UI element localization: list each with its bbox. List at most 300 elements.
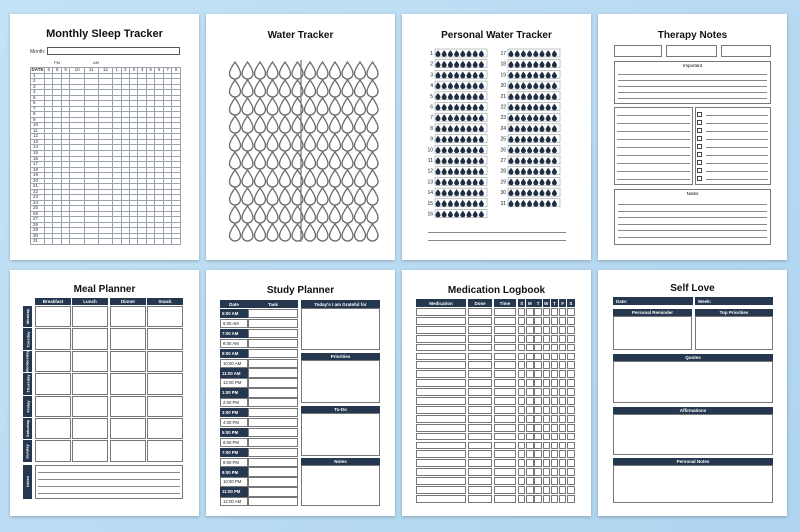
day-check-cell[interactable] xyxy=(518,397,525,405)
water-drop-icon[interactable] xyxy=(255,116,266,133)
water-drop-icon[interactable] xyxy=(330,80,341,97)
day-check-cell[interactable] xyxy=(526,308,533,316)
water-drop-icon[interactable] xyxy=(515,82,520,89)
water-drop-icon[interactable] xyxy=(436,189,441,196)
priorities-box[interactable] xyxy=(301,360,380,403)
writing-line[interactable] xyxy=(38,486,180,487)
day-check-cell[interactable] xyxy=(559,415,566,423)
log-cell[interactable] xyxy=(494,424,516,432)
water-drop-icon[interactable] xyxy=(521,82,526,89)
day-check-cell[interactable] xyxy=(534,388,541,396)
water-drop-icon[interactable] xyxy=(546,82,551,89)
log-cell[interactable] xyxy=(468,424,492,432)
log-cell[interactable] xyxy=(494,388,516,396)
log-cell[interactable] xyxy=(416,486,466,494)
sleep-cell[interactable] xyxy=(121,239,129,245)
water-drop-icon[interactable] xyxy=(540,147,545,154)
day-check-cell[interactable] xyxy=(567,397,574,405)
water-drop-icon[interactable] xyxy=(255,62,266,79)
day-check-cell[interactable] xyxy=(518,495,525,503)
water-drop-icon[interactable] xyxy=(242,152,253,169)
water-drop-icon[interactable] xyxy=(540,72,545,79)
checkbox[interactable] xyxy=(697,160,702,165)
writing-line[interactable] xyxy=(706,155,768,156)
water-drop-icon[interactable] xyxy=(255,134,266,151)
water-drop-icon[interactable] xyxy=(527,200,532,207)
day-check-cell[interactable] xyxy=(543,477,550,485)
water-drop-icon[interactable] xyxy=(533,61,538,68)
water-drop-icon[interactable] xyxy=(509,136,514,143)
water-drop-icon[interactable] xyxy=(460,72,465,79)
water-drop-icon[interactable] xyxy=(242,98,253,115)
water-drop-icon[interactable] xyxy=(436,179,441,186)
water-drop-icon[interactable] xyxy=(527,189,532,196)
water-drop-icon[interactable] xyxy=(436,114,441,121)
day-check-cell[interactable] xyxy=(551,326,558,334)
day-check-cell[interactable] xyxy=(567,477,574,485)
meal-cell[interactable] xyxy=(147,306,183,327)
log-cell[interactable] xyxy=(416,477,466,485)
water-drop-icon[interactable] xyxy=(473,125,478,132)
sleep-cell[interactable] xyxy=(45,239,53,245)
task-cell[interactable] xyxy=(248,458,298,467)
water-drop-icon[interactable] xyxy=(479,50,484,57)
meal-cell[interactable] xyxy=(35,306,71,327)
water-drop-icon[interactable] xyxy=(473,93,478,100)
water-drop-icon[interactable] xyxy=(442,72,447,79)
water-drop-icon[interactable] xyxy=(442,179,447,186)
water-drop-icon[interactable] xyxy=(527,50,532,57)
water-drop-icon[interactable] xyxy=(230,62,241,79)
log-cell[interactable] xyxy=(416,397,466,405)
checkbox[interactable] xyxy=(697,144,702,149)
water-drop-icon[interactable] xyxy=(473,82,478,89)
water-drop-icon[interactable] xyxy=(442,168,447,175)
water-drop-icon[interactable] xyxy=(546,50,551,57)
sleep-cell[interactable] xyxy=(98,239,113,245)
water-drop-icon[interactable] xyxy=(552,72,557,79)
water-drop-icon[interactable] xyxy=(521,93,526,100)
day-check-cell[interactable] xyxy=(559,397,566,405)
day-check-cell[interactable] xyxy=(559,477,566,485)
day-check-cell[interactable] xyxy=(518,468,525,476)
meal-cell[interactable] xyxy=(110,328,146,349)
water-drop-icon[interactable] xyxy=(527,136,532,143)
log-cell[interactable] xyxy=(416,379,466,387)
water-drop-icon[interactable] xyxy=(509,93,514,100)
water-drop-icon[interactable] xyxy=(460,82,465,89)
water-drop-icon[interactable] xyxy=(367,116,378,133)
water-drop-icon[interactable] xyxy=(509,104,514,111)
day-check-cell[interactable] xyxy=(534,486,541,494)
writing-line[interactable] xyxy=(706,123,768,124)
water-drop-icon[interactable] xyxy=(546,189,551,196)
log-cell[interactable] xyxy=(494,397,516,405)
meal-cell[interactable] xyxy=(35,396,71,417)
water-drop-icon[interactable] xyxy=(355,134,366,151)
water-drop-icon[interactable] xyxy=(479,125,484,132)
water-drop-icon[interactable] xyxy=(454,72,459,79)
writing-line[interactable] xyxy=(38,472,180,473)
water-drop-icon[interactable] xyxy=(280,116,291,133)
day-check-cell[interactable] xyxy=(518,459,525,467)
water-drop-icon[interactable] xyxy=(367,224,378,241)
water-drop-icon[interactable] xyxy=(255,206,266,223)
task-cell[interactable] xyxy=(248,388,298,397)
day-check-cell[interactable] xyxy=(567,326,574,334)
water-drop-icon[interactable] xyxy=(479,147,484,154)
log-cell[interactable] xyxy=(468,459,492,467)
water-drop-icon[interactable] xyxy=(317,188,328,205)
day-check-cell[interactable] xyxy=(518,388,525,396)
water-drop-icon[interactable] xyxy=(267,224,278,241)
water-drop-icon[interactable] xyxy=(355,224,366,241)
water-drop-icon[interactable] xyxy=(473,136,478,143)
day-check-cell[interactable] xyxy=(543,495,550,503)
notes-box[interactable] xyxy=(613,465,773,503)
water-drop-icon[interactable] xyxy=(317,224,328,241)
writing-line[interactable] xyxy=(618,86,767,87)
notes-line[interactable] xyxy=(428,240,566,241)
water-drop-icon[interactable] xyxy=(342,80,353,97)
log-cell[interactable] xyxy=(416,335,466,343)
water-drop-icon[interactable] xyxy=(454,93,459,100)
day-check-cell[interactable] xyxy=(534,406,541,414)
water-drop-icon[interactable] xyxy=(473,114,478,121)
task-cell[interactable] xyxy=(248,349,298,358)
water-drop-icon[interactable] xyxy=(467,200,472,207)
day-check-cell[interactable] xyxy=(567,450,574,458)
water-drop-icon[interactable] xyxy=(533,147,538,154)
water-drop-icon[interactable] xyxy=(515,179,520,186)
day-check-cell[interactable] xyxy=(559,442,566,450)
day-check-cell[interactable] xyxy=(526,326,533,334)
water-drop-icon[interactable] xyxy=(448,50,453,57)
meal-cell[interactable] xyxy=(147,351,183,372)
water-drop-icon[interactable] xyxy=(540,168,545,175)
log-cell[interactable] xyxy=(494,317,516,325)
water-drop-icon[interactable] xyxy=(280,80,291,97)
sleep-cell[interactable] xyxy=(53,239,61,245)
meal-cell[interactable] xyxy=(147,440,183,461)
day-check-cell[interactable] xyxy=(559,468,566,476)
water-drop-icon[interactable] xyxy=(552,157,557,164)
water-drop-icon[interactable] xyxy=(460,104,465,111)
water-drop-icon[interactable] xyxy=(442,50,447,57)
water-drop-icon[interactable] xyxy=(267,206,278,223)
water-drop-icon[interactable] xyxy=(436,82,441,89)
water-drop-icon[interactable] xyxy=(454,114,459,121)
day-check-cell[interactable] xyxy=(526,424,533,432)
sleep-cell[interactable] xyxy=(138,239,146,245)
water-drop-icon[interactable] xyxy=(509,82,514,89)
day-check-cell[interactable] xyxy=(534,424,541,432)
day-check-cell[interactable] xyxy=(551,379,558,387)
water-drop-icon[interactable] xyxy=(454,179,459,186)
log-cell[interactable] xyxy=(468,326,492,334)
water-drop-icon[interactable] xyxy=(473,72,478,79)
water-drop-icon[interactable] xyxy=(442,147,447,154)
day-check-cell[interactable] xyxy=(559,308,566,316)
log-cell[interactable] xyxy=(468,495,492,503)
water-drop-icon[interactable] xyxy=(460,147,465,154)
water-drop-icon[interactable] xyxy=(305,152,316,169)
header-field[interactable] xyxy=(721,45,771,57)
water-drop-icon[interactable] xyxy=(521,125,526,132)
water-drop-icon[interactable] xyxy=(467,211,472,218)
water-drop-icon[interactable] xyxy=(454,61,459,68)
water-drop-icon[interactable] xyxy=(330,134,341,151)
water-drop-icon[interactable] xyxy=(546,157,551,164)
water-drop-icon[interactable] xyxy=(255,98,266,115)
water-drop-icon[interactable] xyxy=(330,206,341,223)
water-drop-icon[interactable] xyxy=(280,224,291,241)
water-drop-icon[interactable] xyxy=(533,200,538,207)
water-drop-icon[interactable] xyxy=(305,116,316,133)
water-drop-icon[interactable] xyxy=(515,189,520,196)
water-drop-icon[interactable] xyxy=(527,72,532,79)
writing-line[interactable] xyxy=(618,92,767,93)
day-check-cell[interactable] xyxy=(534,459,541,467)
water-drop-icon[interactable] xyxy=(230,116,241,133)
meal-cell[interactable] xyxy=(35,418,71,439)
day-check-cell[interactable] xyxy=(518,344,525,352)
water-drop-icon[interactable] xyxy=(267,62,278,79)
writing-line[interactable] xyxy=(706,179,768,180)
day-check-cell[interactable] xyxy=(526,415,533,423)
sleep-cell[interactable] xyxy=(155,239,163,245)
water-drop-icon[interactable] xyxy=(546,61,551,68)
water-drop-icon[interactable] xyxy=(448,93,453,100)
meal-cell[interactable] xyxy=(110,440,146,461)
day-check-cell[interactable] xyxy=(543,424,550,432)
water-drop-icon[interactable] xyxy=(521,104,526,111)
water-drop-icon[interactable] xyxy=(479,157,484,164)
writing-line[interactable] xyxy=(706,131,768,132)
water-drop-icon[interactable] xyxy=(467,147,472,154)
water-drop-icon[interactable] xyxy=(242,134,253,151)
reminder-box[interactable] xyxy=(613,316,692,350)
day-check-cell[interactable] xyxy=(543,406,550,414)
day-check-cell[interactable] xyxy=(526,361,533,369)
day-check-cell[interactable] xyxy=(518,361,525,369)
water-drop-icon[interactable] xyxy=(533,82,538,89)
water-drop-icon[interactable] xyxy=(527,61,532,68)
log-cell[interactable] xyxy=(416,370,466,378)
day-check-cell[interactable] xyxy=(518,442,525,450)
week-field[interactable]: Week: xyxy=(695,297,773,305)
water-drop-icon[interactable] xyxy=(533,93,538,100)
water-drop-icon[interactable] xyxy=(317,62,328,79)
water-drop-icon[interactable] xyxy=(467,50,472,57)
day-check-cell[interactable] xyxy=(559,344,566,352)
water-drop-icon[interactable] xyxy=(242,206,253,223)
meal-cell[interactable] xyxy=(110,306,146,327)
water-drop-icon[interactable] xyxy=(448,189,453,196)
water-drop-icon[interactable] xyxy=(317,152,328,169)
water-drop-icon[interactable] xyxy=(473,189,478,196)
water-drop-icon[interactable] xyxy=(355,116,366,133)
day-check-cell[interactable] xyxy=(543,379,550,387)
water-drop-icon[interactable] xyxy=(454,82,459,89)
log-cell[interactable] xyxy=(468,450,492,458)
day-check-cell[interactable] xyxy=(567,388,574,396)
task-cell[interactable] xyxy=(248,339,298,348)
day-check-cell[interactable] xyxy=(526,317,533,325)
water-drop-icon[interactable] xyxy=(552,200,557,207)
log-cell[interactable] xyxy=(494,370,516,378)
water-drop-icon[interactable] xyxy=(460,189,465,196)
day-check-cell[interactable] xyxy=(559,388,566,396)
water-drop-icon[interactable] xyxy=(515,157,520,164)
water-drop-icon[interactable] xyxy=(367,188,378,205)
day-check-cell[interactable] xyxy=(551,442,558,450)
log-cell[interactable] xyxy=(416,495,466,503)
log-cell[interactable] xyxy=(468,468,492,476)
log-cell[interactable] xyxy=(468,361,492,369)
water-drop-icon[interactable] xyxy=(473,50,478,57)
day-check-cell[interactable] xyxy=(526,495,533,503)
water-drop-icon[interactable] xyxy=(442,211,447,218)
water-drop-icon[interactable] xyxy=(442,114,447,121)
water-drop-icon[interactable] xyxy=(230,134,241,151)
water-drop-icon[interactable] xyxy=(533,157,538,164)
water-drop-icon[interactable] xyxy=(515,200,520,207)
writing-line[interactable] xyxy=(38,493,180,494)
log-cell[interactable] xyxy=(416,344,466,352)
water-drop-icon[interactable] xyxy=(330,188,341,205)
water-drop-icon[interactable] xyxy=(448,179,453,186)
water-drop-icon[interactable] xyxy=(521,168,526,175)
water-drop-icon[interactable] xyxy=(305,224,316,241)
water-drop-icon[interactable] xyxy=(280,152,291,169)
water-drop-icon[interactable] xyxy=(540,157,545,164)
water-drop-icon[interactable] xyxy=(540,114,545,121)
day-check-cell[interactable] xyxy=(543,317,550,325)
meal-cell[interactable] xyxy=(72,396,108,417)
day-check-cell[interactable] xyxy=(567,495,574,503)
water-drop-icon[interactable] xyxy=(546,104,551,111)
writing-line[interactable] xyxy=(617,131,690,132)
water-drop-icon[interactable] xyxy=(317,170,328,187)
water-drop-icon[interactable] xyxy=(552,50,557,57)
water-drop-icon[interactable] xyxy=(515,114,520,121)
water-drop-icon[interactable] xyxy=(436,211,441,218)
water-drop-icon[interactable] xyxy=(342,206,353,223)
water-drop-icon[interactable] xyxy=(355,62,366,79)
day-check-cell[interactable] xyxy=(518,335,525,343)
log-cell[interactable] xyxy=(494,468,516,476)
water-drop-icon[interactable] xyxy=(546,147,551,154)
log-cell[interactable] xyxy=(494,486,516,494)
water-drop-icon[interactable] xyxy=(515,50,520,57)
water-drop-icon[interactable] xyxy=(479,136,484,143)
water-drop-icon[interactable] xyxy=(521,61,526,68)
water-drop-icon[interactable] xyxy=(230,98,241,115)
day-check-cell[interactable] xyxy=(526,477,533,485)
water-drop-icon[interactable] xyxy=(436,50,441,57)
water-drop-icon[interactable] xyxy=(255,188,266,205)
day-check-cell[interactable] xyxy=(526,370,533,378)
water-drop-icon[interactable] xyxy=(367,152,378,169)
day-check-cell[interactable] xyxy=(534,308,541,316)
day-check-cell[interactable] xyxy=(543,353,550,361)
day-check-cell[interactable] xyxy=(534,495,541,503)
water-drop-icon[interactable] xyxy=(479,114,484,121)
day-check-cell[interactable] xyxy=(518,486,525,494)
day-check-cell[interactable] xyxy=(567,486,574,494)
water-drop-icon[interactable] xyxy=(515,168,520,175)
water-drop-icon[interactable] xyxy=(473,147,478,154)
water-drop-icon[interactable] xyxy=(473,179,478,186)
task-cell[interactable] xyxy=(248,408,298,417)
day-check-cell[interactable] xyxy=(559,370,566,378)
water-drop-icon[interactable] xyxy=(515,61,520,68)
log-cell[interactable] xyxy=(468,477,492,485)
meal-cell[interactable] xyxy=(110,351,146,372)
day-check-cell[interactable] xyxy=(518,370,525,378)
water-drop-icon[interactable] xyxy=(367,134,378,151)
checkbox[interactable] xyxy=(697,136,702,141)
writing-line[interactable] xyxy=(617,115,690,116)
day-check-cell[interactable] xyxy=(526,486,533,494)
water-drop-icon[interactable] xyxy=(242,188,253,205)
water-drop-icon[interactable] xyxy=(454,168,459,175)
water-drop-icon[interactable] xyxy=(460,168,465,175)
day-check-cell[interactable] xyxy=(526,459,533,467)
log-cell[interactable] xyxy=(416,406,466,414)
water-drop-icon[interactable] xyxy=(479,189,484,196)
water-drop-icon[interactable] xyxy=(460,125,465,132)
water-drop-icon[interactable] xyxy=(552,147,557,154)
water-drop-icon[interactable] xyxy=(467,93,472,100)
day-check-cell[interactable] xyxy=(543,415,550,423)
water-drop-icon[interactable] xyxy=(509,114,514,121)
log-cell[interactable] xyxy=(494,379,516,387)
water-drop-icon[interactable] xyxy=(521,72,526,79)
water-drop-icon[interactable] xyxy=(552,189,557,196)
writing-line[interactable] xyxy=(617,139,690,140)
water-drop-icon[interactable] xyxy=(442,136,447,143)
writing-line[interactable] xyxy=(618,98,767,99)
water-drop-icon[interactable] xyxy=(330,224,341,241)
log-cell[interactable] xyxy=(494,353,516,361)
writing-line[interactable] xyxy=(38,479,180,480)
day-check-cell[interactable] xyxy=(534,317,541,325)
day-check-cell[interactable] xyxy=(559,361,566,369)
day-check-cell[interactable] xyxy=(518,317,525,325)
writing-line[interactable] xyxy=(618,211,767,212)
log-cell[interactable] xyxy=(468,433,492,441)
task-cell[interactable] xyxy=(248,319,298,328)
water-drop-icon[interactable] xyxy=(442,61,447,68)
water-drop-icon[interactable] xyxy=(255,170,266,187)
log-cell[interactable] xyxy=(468,406,492,414)
water-drop-icon[interactable] xyxy=(330,170,341,187)
checkbox[interactable] xyxy=(697,112,702,117)
writing-line[interactable] xyxy=(618,204,767,205)
water-drop-icon[interactable] xyxy=(460,157,465,164)
water-drop-icon[interactable] xyxy=(355,188,366,205)
water-drop-icon[interactable] xyxy=(448,104,453,111)
log-cell[interactable] xyxy=(494,335,516,343)
day-check-cell[interactable] xyxy=(518,353,525,361)
day-check-cell[interactable] xyxy=(551,397,558,405)
day-check-cell[interactable] xyxy=(551,415,558,423)
day-check-cell[interactable] xyxy=(567,361,574,369)
log-cell[interactable] xyxy=(416,415,466,423)
day-check-cell[interactable] xyxy=(567,433,574,441)
